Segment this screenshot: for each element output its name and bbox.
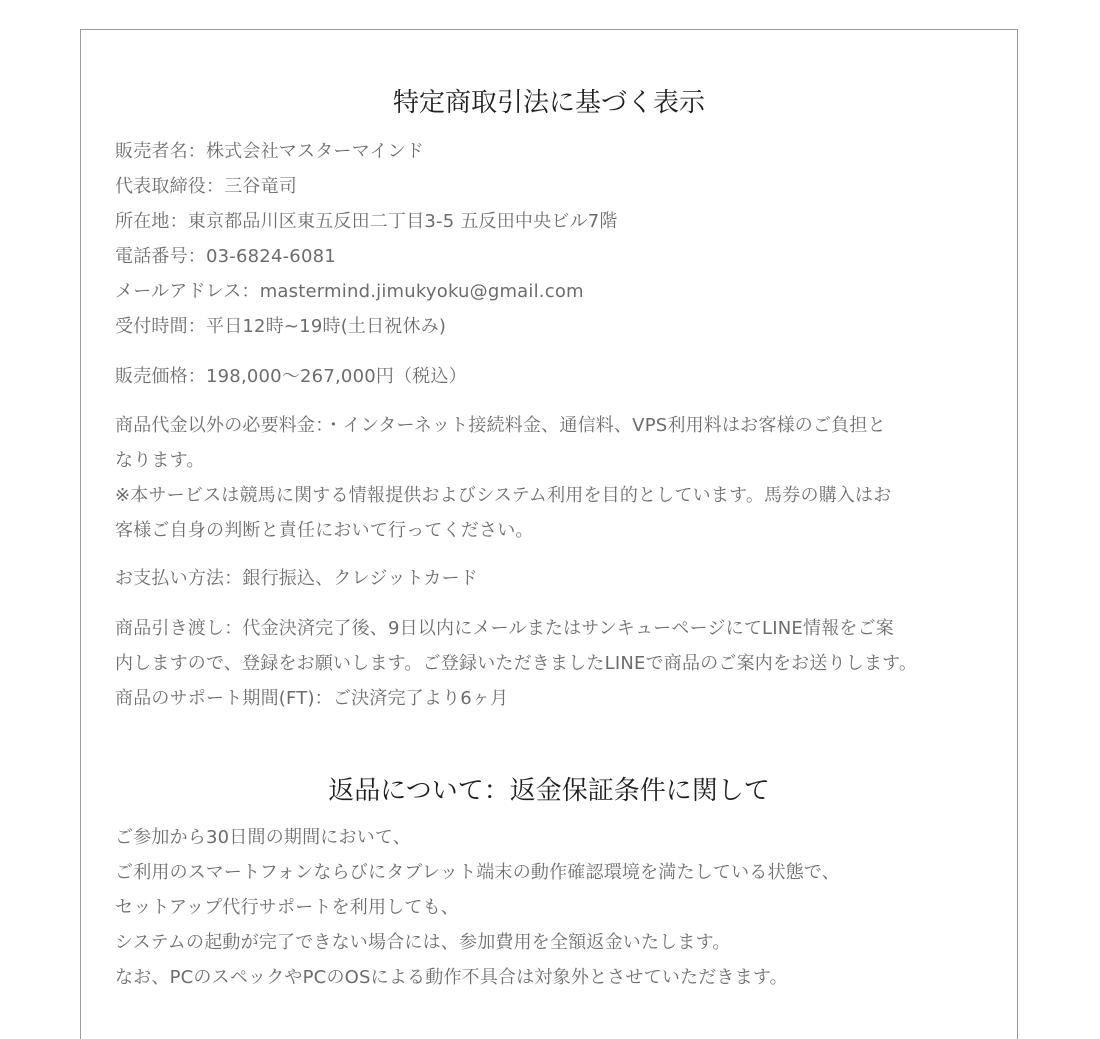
additional-fees-line-2: なります。 [115,450,205,471]
refund-line: セットアップ代行サポートを利用しても、 [115,897,459,918]
email-address: メールアドレス：mastermind.jimukyoku@gmail.com [115,281,584,302]
company-address: 所在地：東京都品川区東五反田二丁目3-5 五反田中央ビル7階 [115,211,618,232]
refund-line: なお、PCのスペックやPCのOSによる動作不具合は対象外とさせていただきます。 [115,967,788,988]
payment-methods: お支払い方法：銀行振込、クレジットカード [115,568,479,589]
reception-hours: 受付時間：平日12時~19時(土日祝休み) [115,316,447,337]
service-notice-line-1: ※本サービスは競馬に関する情報提供およびシステム利用を目的としています。馬券の購入はお [115,485,892,506]
refund-line: ご参加から30日間の期間において、 [115,827,411,848]
delivery-line-2: 内しますので、登録をお願いします。ご登録いただきましたLINEで商品のご案内をお送りします。 [115,653,918,674]
refund-line: ご利用のスマートフォンならびにタブレット端末の動作確認環境を満たしている状態で、 [115,862,840,883]
delivery-line-1: 商品引き渡し：代金決済完了後、9日以内にメールまたはサンキューページにてLINE情報をご案 [115,618,895,639]
seller-name: 販売者名：株式会社マスターマインド [115,141,425,162]
sales-price: 販売価格：198,000～267,000円（税込） [115,366,467,387]
additional-fees-line-1: 商品代金以外の必要料金：・インターネット接続料金、通信料、VPS利用料はお客様のご負担と [115,415,886,436]
phone-number: 電話番号：03-6824-6081 [115,246,336,267]
refund-policy-title: 返品について：返金保証条件に関して [328,776,770,806]
refund-line: システムの起動が完了できない場合には、参加費用を全額返金いたします。 [115,932,731,953]
service-notice-line-2: 客様ご自身の判断と責任において行ってください。 [115,520,534,541]
legal-notice-title: 特定商取引法に基づく表示 [392,88,705,118]
legal-notice-panel [80,29,1018,1039]
representative-name: 代表取締役：三谷竜司 [115,176,297,197]
support-period: 商品のサポート期間(FT)：ご決済完了より6ヶ月 [115,688,509,709]
